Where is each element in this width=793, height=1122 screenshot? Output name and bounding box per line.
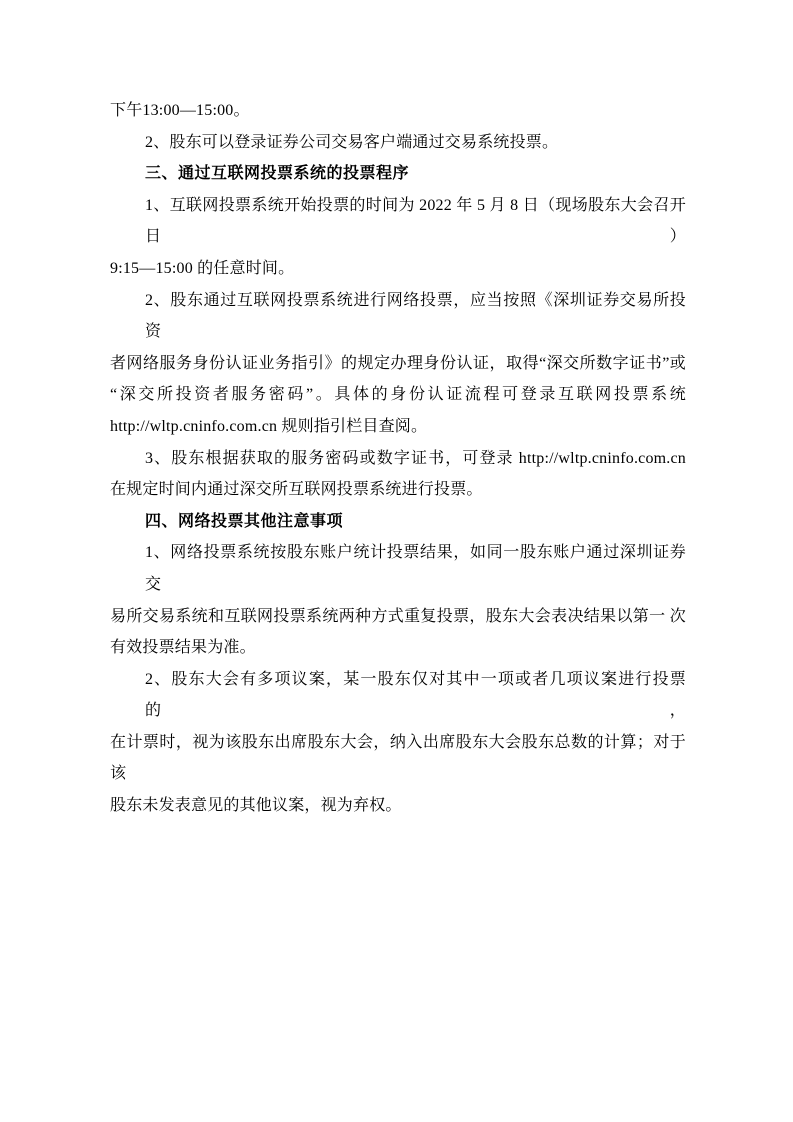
text-line-item: 3、股东根据获取的服务密码或数字证书，可登录 http://wltp.cninfo.com.cn	[145, 449, 686, 467]
document-body	[110, 95, 686, 822]
text-line-continuation: 有效投票结果为准。	[110, 639, 256, 657]
text-line-continuation: 在规定时间内通过深交所互联网投票系统进行投票。	[110, 481, 483, 499]
text-line-item: 1、网络投票系统按股东账户统计投票结果，如同一股东账户通过深圳证券交	[145, 544, 686, 593]
text-line-continuation: 在计票时，视为该股东出席股东大会，纳入出席股东大会股东总数的计算；对于该	[110, 733, 686, 783]
text-line-continuation: 者网络服务身份认证业务指引》的规定办理身份认证，取得“深交所数字证书”或	[110, 354, 686, 372]
text-line-url: http://wltp.cninfo.com.cn 规则指引栏目查阅。	[110, 417, 428, 435]
text-line-continuation: 9:15—15:00 的任意时间。	[110, 259, 295, 277]
text-line-item: 2、股东可以登录证券公司交易客户端通过交易系统投票。	[145, 133, 559, 151]
section-heading-3: 三、通过互联网投票系统的投票程序	[145, 165, 410, 183]
text-line-item: 2、股东通过互联网投票系统进行网络投票，应当按照《深圳证券交易所投资	[145, 291, 686, 341]
text-line-item: 1、互联网投票系统开始投票的时间为 2022 年 5 月 8 日（现场股东大会召开日）	[145, 196, 686, 246]
text-line-continuation: “深交所投资者服务密码”。具体的身份认证流程可登录互联网投票系统	[110, 386, 686, 404]
text-line-item: 2、股东大会有多项议案，某一股东仅对其中一项或者几项议案进行投票的，	[145, 670, 686, 720]
section-heading-4: 四、网络投票其他注意事项	[145, 512, 344, 530]
text-line-continuation: 股东未发表意见的其他议案，视为弃权。	[110, 797, 402, 815]
text-line-continuation: 易所交易系统和互联网投票系统两种方式重复投票，股东大会表决结果以第一 次	[110, 607, 686, 625]
text-line-continuation: 下午13:00—15:00。	[110, 102, 250, 119]
